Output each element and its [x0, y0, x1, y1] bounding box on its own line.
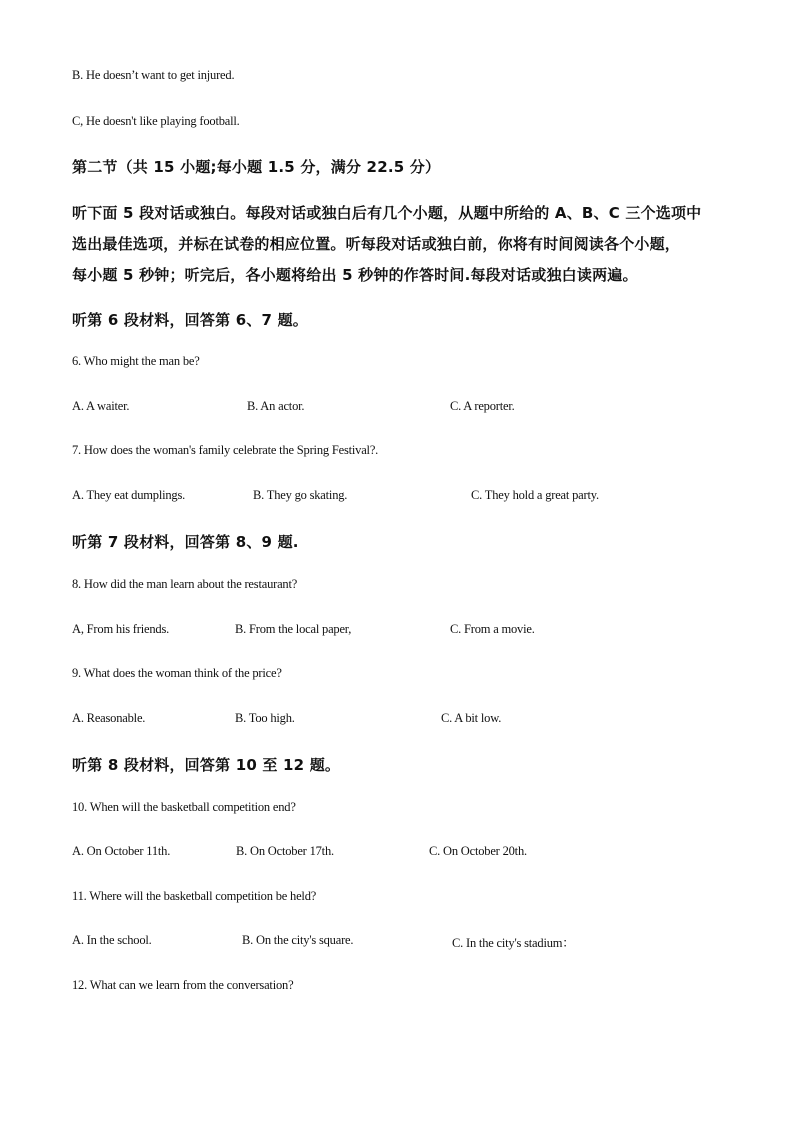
question-stem: 11. Where will the basketball competition be held?	[72, 889, 317, 903]
question-stem: 12. What can we learn from the conversation?	[72, 978, 294, 992]
group-heading: 听第 6 段材料，回答第 6、7 题。	[72, 311, 309, 329]
prev-option-c: C, He doesn't like playing football.	[72, 114, 240, 128]
option-b: B. An actor.	[247, 399, 305, 413]
group-heading: 听第 7 段材料，回答第 8、9 题.	[72, 533, 299, 551]
option-c: C. They hold a great party.	[471, 488, 599, 502]
option-c: C. In the city's stadium：	[452, 936, 575, 950]
instruction-line-3: 每小题 5 秒钟；听完后，各小题将给出 5 秒钟的作答时间.每段对话或独白读两遍。	[72, 266, 638, 284]
instruction-line-1: 听下面 5 段对话或独白。每段对话或独白后有几个小题，从题中所给的 A、B、C 三个选项中	[72, 204, 702, 222]
option-a: A. On October 11th.	[72, 844, 171, 858]
option-a: A. They eat dumplings.	[72, 488, 186, 502]
option-a: A. A waiter.	[72, 399, 130, 413]
option-c: C. A bit low.	[441, 711, 502, 725]
option-b: B. On the city's square.	[242, 933, 354, 947]
question-stem: 7. How does the woman's family celebrate the Spring Festival?.	[72, 443, 379, 457]
option-c: C. On October 20th.	[429, 844, 527, 858]
option-a: A, From his friends.	[72, 622, 170, 636]
group-heading: 听第 8 段材料，回答第 10 至 12 题。	[72, 756, 341, 774]
option-b: B. On October 17th.	[236, 844, 334, 858]
question-stem: 9. What does the woman think of the price?	[72, 666, 282, 680]
option-a: A. Reasonable.	[72, 711, 146, 725]
option-b: B. From the local paper,	[235, 622, 352, 636]
option-a: A. In the school.	[72, 933, 152, 947]
option-b: B. They go skating.	[253, 488, 348, 502]
question-stem: 10. When will the basketball competition end?	[72, 800, 296, 814]
section-title: 第二节（共 15 小题;每小题 1.5 分，满分 22.5 分）	[72, 158, 441, 176]
question-stem: 6. Who might the man be?	[72, 354, 200, 368]
option-b: B. Too high.	[235, 711, 295, 725]
prev-option-b: B. He doesn’t want to get injured.	[72, 68, 235, 82]
option-c: C. A reporter.	[450, 399, 515, 413]
instruction-line-2: 选出最佳选项，并标在试卷的相应位置。听每段对话或独白前，你将有时间阅读各个小题，	[72, 235, 681, 253]
option-c: C. From a movie.	[450, 622, 535, 636]
question-stem: 8. How did the man learn about the restaurant?	[72, 577, 298, 591]
